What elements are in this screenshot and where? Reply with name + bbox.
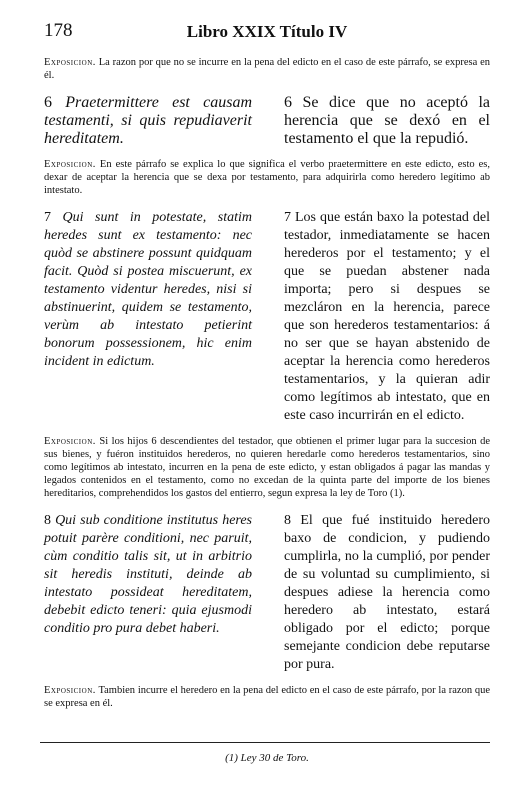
exposicion-3 [44, 684, 490, 710]
spanish-number: 6 [284, 94, 292, 111]
latin-number: 6 [44, 94, 52, 111]
exposicion-text: La razon por que no se incurre en la pena del edicto en el caso de este párrafo, se expresa en él. [44, 57, 491, 81]
page-header [44, 20, 490, 50]
latin-number: 8 [44, 513, 51, 528]
spanish-text: El que fué instituido heredero baxo de condicion, y pudiendo cumplirla, no la cumplió, por pender de su voluntad su cumplimiento, si despues adiese la herencia como heredero ab intestato, estará obligado por el edicto; porque semejante condicion debe reputarse por pura. [284, 513, 490, 672]
exposicion-label: Exposicion. [44, 685, 96, 696]
latin-text: Qui sunt in potestate, statim heredes sunt ex testamento: nec quòd se abstinere possunt quidquam facit. Quòd si postea miscuerunt, ex testamento videntur heredes, nisi si abstinuerint, quidem se testamento, verùm ab intestato petierint bonorum possessionem, hic enim incident in edictum. [44, 210, 252, 369]
latin-column [44, 94, 252, 148]
running-head: Libro XXIX Título IV [186, 22, 348, 41]
spanish-column [284, 94, 490, 148]
paragraph-8 [44, 512, 490, 674]
exposicion-label: Exposicion. [44, 57, 96, 68]
exposicion-text: Si los hijos 6 descendientes del testador, que obtienen el primer lugar para la succesion de sus bienes, y fuéron instituidos herederos, no quieren heredarle como herederos testamentarios, sino como legítimos ab intestato, incurren en la pena de este edicto, y estan obligados á pagar las mandas y legados contenidos en el testamento, como no excedan de la quinta parte del importe de los bienes hereditarios, comprehendidos los gastos del entierro, segun expresa la ley de Toro (1). [44, 436, 491, 499]
exposicion-text: En este párrafo se explica lo que significa el verbo praetermittere en este edicto, esto es, dexar de aceptar la herencia que se dexa por testamento, para adquirirla como heredero legítimo ab intestato. [44, 159, 491, 196]
latin-text: Praetermittere est causam testamenti, si quis repudiaverit hereditatem. [44, 94, 252, 147]
exposicion-1 [44, 158, 490, 197]
paragraph-7 [44, 209, 490, 425]
exposicion-0 [44, 56, 490, 82]
paragraph-6 [44, 94, 490, 148]
footnote-rule [40, 742, 490, 743]
exposicion-label: Exposicion. [44, 159, 96, 170]
spanish-text: Los que están baxo la potestad del testador, inmediatamente se hacen herederos por el testamento; y el que se puedan abstener nada importa; pero si despues se mezcláron en la herencia, parece que son herederos testamentarios: á no ser que se hayan abstenido de aceptar la herencia como herederos testamentarios, y la quieran adir como legítimos ab intestato, que en este caso incurrirán en el edicto. [284, 210, 491, 423]
spanish-text: Se dice que no aceptó la herencia que se dexó en el testamento el que la repudió. [284, 94, 491, 147]
latin-column [44, 512, 252, 674]
page [44, 20, 490, 710]
latin-text: Qui sub conditione institutus heres potuit parère conditioni, nec paruit, cùm conditio talis sit, ut in arbitrio sit heredis instituti, deinde ab intestato possideat hereditatem, debebit edicto teneri: quia ejusmodi conditio pro pura debet haberi. [44, 513, 252, 636]
exposicion-text: Tambien incurre el heredero en la pena del edicto en el caso de este párrafo, por la razon que se expresa en él. [44, 685, 490, 709]
latin-column [44, 209, 252, 425]
exposicion-label: Exposicion. [44, 436, 96, 447]
footnote: (1) Ley 30 de Toro. [225, 752, 309, 764]
spanish-column [284, 209, 490, 425]
spanish-number: 8 [284, 513, 291, 528]
spanish-column [284, 512, 490, 674]
latin-number: 7 [44, 210, 51, 225]
exposicion-2 [44, 435, 490, 500]
page-number: 178 [44, 20, 73, 41]
spanish-number: 7 [284, 210, 291, 225]
